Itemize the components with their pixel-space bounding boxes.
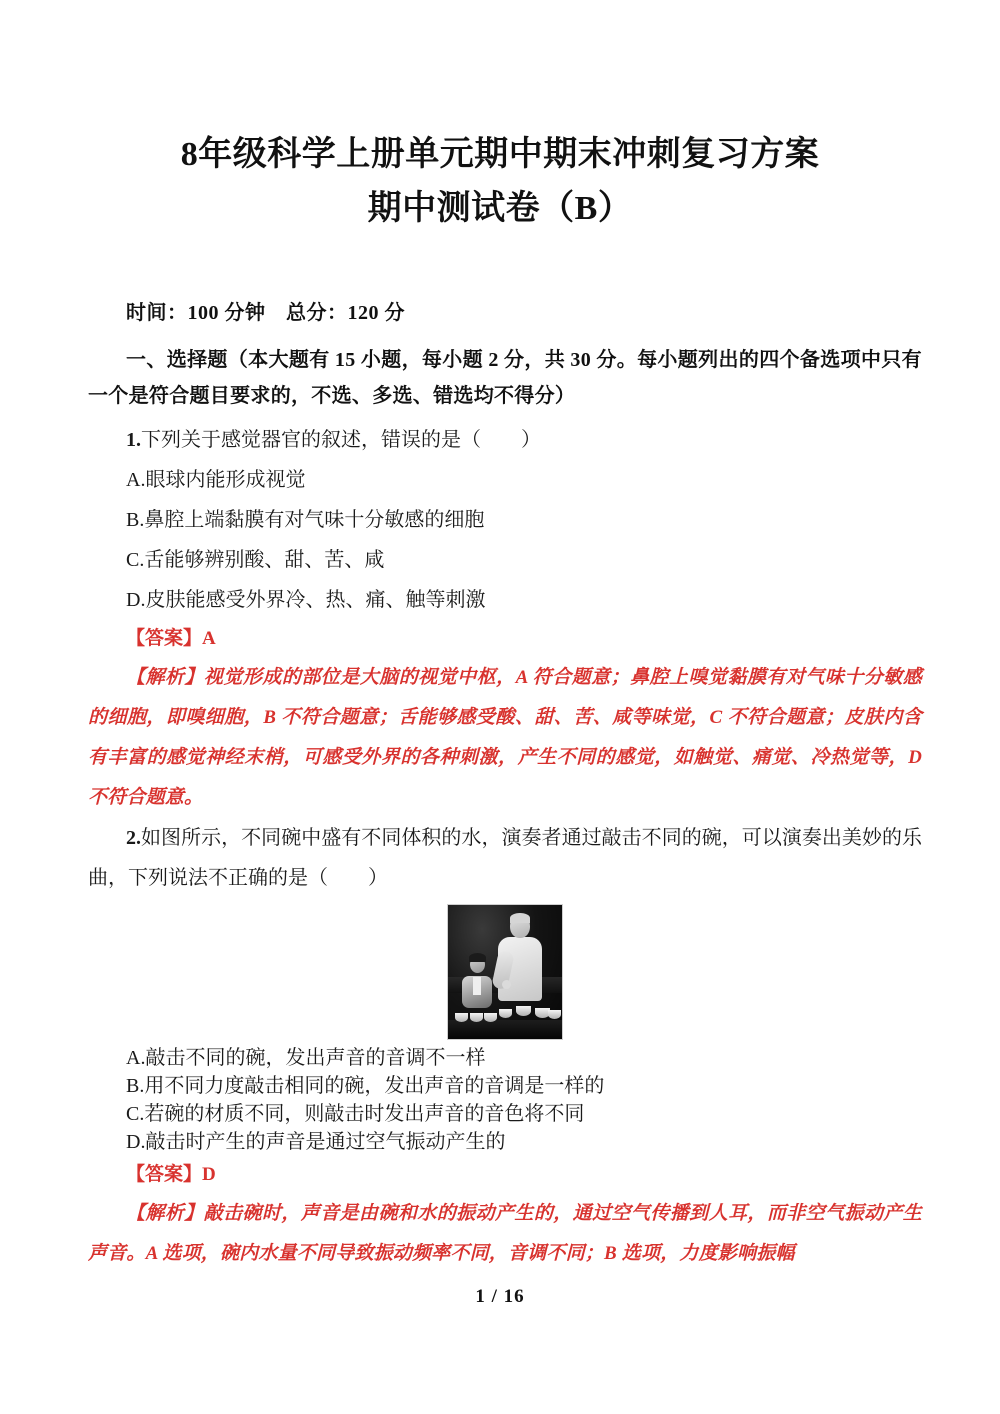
question-number: 1. [126, 429, 141, 451]
page-number-footer: 1 / 16 [475, 1286, 525, 1307]
analysis-label: 【解析】 [126, 1203, 204, 1224]
document-body [88, 296, 922, 1274]
analysis-paragraph [88, 1194, 922, 1274]
question-option: C.若碗的材质不同，则敲击时发出声音的音色将不同 [126, 1103, 585, 1125]
photo-child-performer-hair [469, 953, 486, 962]
photo-adult-performer-hair [510, 913, 530, 923]
analysis-label: 【解析】 [126, 667, 204, 688]
photo-water-bowl [470, 1013, 483, 1022]
photo-water-bowl [455, 1013, 468, 1022]
document-title-block [60, 128, 940, 236]
question-block [88, 420, 922, 818]
section-heading-choice-questions: 一、选择题（本大题有 15 小题，每小题 2 分，共 30 分。每小题列出的四个备选项中只有一个是符合题目要求的，不选、多选、错选均不得分） [88, 349, 922, 407]
question-stem [88, 420, 922, 460]
photo-water-bowl [484, 1013, 497, 1022]
photo-front-table [448, 1020, 562, 1039]
question-stem-text: 如图所示，不同碗中盛有不同体积的水，演奏者通过敲击不同的碗，可以演奏出美妙的乐曲，下列说法不正确的是（ ） [88, 827, 922, 889]
question-option: C.舌能够辨别酸、甜、苦、咸 [126, 549, 385, 571]
question-option: D.皮肤能感受外界冷、热、痛、触等刺激 [126, 589, 486, 611]
question-figure-wrap [88, 904, 922, 1040]
answer-line [88, 1156, 922, 1194]
answer-label: 【答案】 [126, 628, 203, 649]
question-stem [88, 818, 922, 898]
photo-water-bowl [499, 1009, 512, 1018]
answer-value: D [202, 1164, 216, 1185]
question-number: 2. [126, 827, 141, 849]
answer-label: 【答案】 [126, 1164, 203, 1185]
question-option: B.用不同力度敲击相同的碗，发出声音的音调是一样的 [126, 1075, 605, 1097]
analysis-text: 视觉形成的部位是大脑的视觉中枢，A 符合题意；鼻腔上嗅觉黏膜有对气味十分敏感的细胞，即嗅细胞，B 不符合题意；舌能够感受酸、甜、苦、咸等味觉，C 不符合题意；皮肤内含有丰富的感觉神经末梢，可感受外界的各种刺激，产生不同的感觉，如触觉、痛觉、冷热觉等，D 不符合题意。 [88, 667, 922, 808]
photo-child-performer-collar [473, 977, 481, 995]
question-option: B.鼻腔上端黏膜有对气味十分敏感的细胞 [126, 509, 485, 531]
question-option: A.眼球内能形成视觉 [126, 469, 306, 491]
question-block [88, 818, 922, 1274]
water-bowl-performance-photo [447, 904, 563, 1040]
analysis-text: 敲击碗时，声音是由碗和水的振动产生的，通过空气传播到人耳，而非空气振动产生声音。A 选项，碗内水量不同导致振动频率不同，音调不同；B 选项，力度影响振幅 [88, 1203, 922, 1264]
question-option: A.敲击不同的碗，发出声音的音调不一样 [126, 1047, 486, 1069]
answer-value: A [202, 628, 216, 649]
page-title-line-1: 8年级科学上册单元期中期末冲刺复习方案 [180, 136, 820, 173]
page-title-line-2: 期中测试卷（B） [367, 190, 633, 227]
question-stem-text: 下列关于感觉器官的叙述，错误的是（ ） [141, 429, 541, 451]
exam-meta-line: 时间：100 分钟 总分：120 分 [126, 302, 405, 324]
answer-line [88, 620, 922, 658]
analysis-paragraph [88, 658, 922, 818]
photo-adult-performer-hand [502, 980, 511, 989]
question-option: D.敲击时产生的声音是通过空气振动产生的 [126, 1131, 506, 1153]
